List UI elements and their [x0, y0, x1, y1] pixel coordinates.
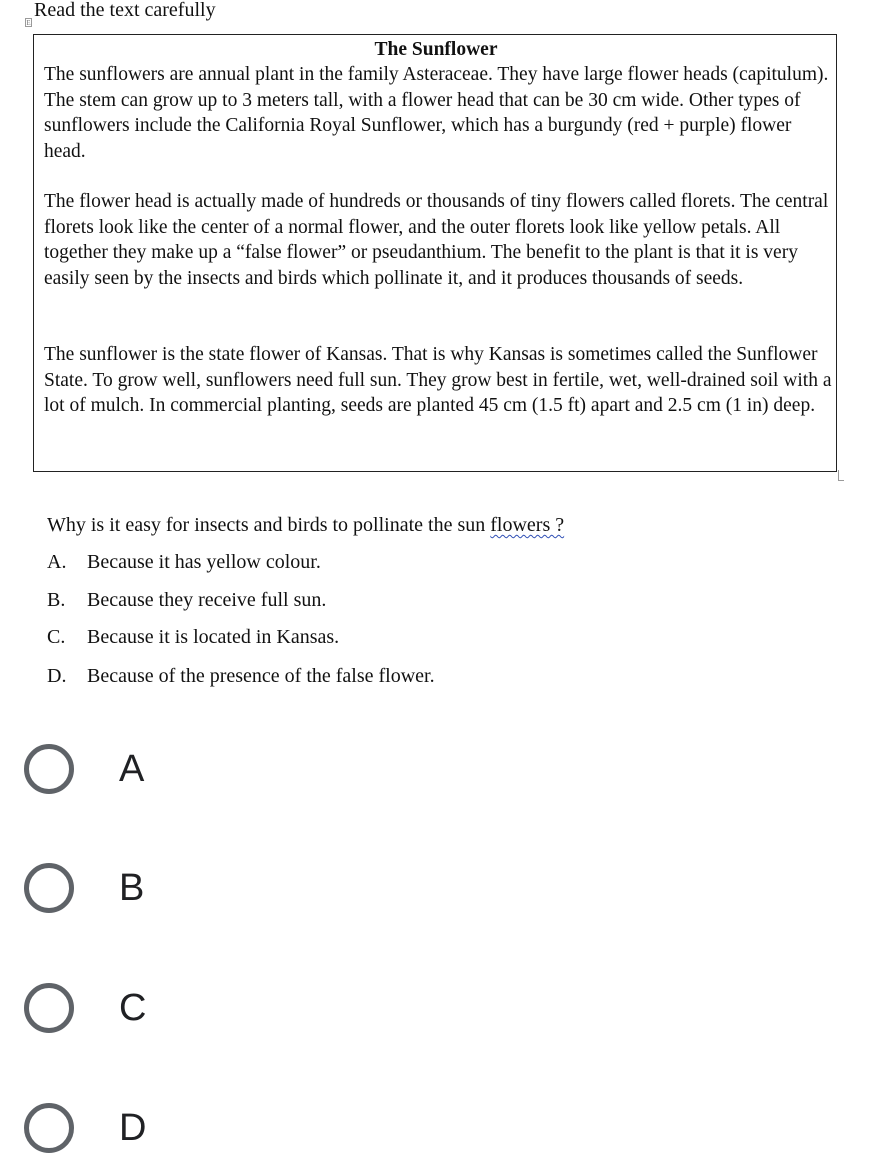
anchor-icon: E [26, 19, 31, 27]
radio-button-a[interactable] [24, 744, 74, 794]
option-a [47, 549, 321, 575]
answer-choice-a[interactable] [24, 737, 144, 801]
option-text: Because it has yellow colour. [87, 551, 321, 573]
option-letter: C. [47, 626, 66, 648]
question-main: Why is it easy for insects and birds to pollinate the sun [47, 514, 491, 536]
resize-handle-icon [838, 470, 844, 481]
answer-choice-b[interactable] [24, 856, 144, 920]
option-c [47, 624, 339, 650]
option-b [47, 587, 326, 613]
passage-paragraph-3: The sunflower is the state flower of Kansas. That is why Kansas is sometimes called the Sunflower State. To grow well, sunflowers need full sun. They grow best in fertile, wet, well-drained soil with a lot of mulch. In commercial planting, seeds are planted 45 cm (1.5 ft) apart and 2.5 cm (1 in) deep. [44, 344, 832, 416]
passage-title: The Sunflower [374, 39, 498, 60]
answer-choice-c[interactable] [24, 976, 146, 1040]
passage-paragraph-1: The sunflowers are annual plant in the family Asteraceae. They have large flower heads (capitulum). The stem can grow up to 3 meters tall, with a flower head that can be 30 cm wide. Other types of sunflowers include the California Royal Sunflower, which has a burgundy (red + purple) flower head. [44, 64, 829, 162]
option-text: Because they receive full sun. [87, 589, 327, 611]
answer-choice-label[interactable]: B [119, 866, 145, 909]
instruction-text: Read the text carefully [34, 0, 216, 21]
radio-button-d[interactable] [24, 1103, 74, 1153]
question-text [47, 512, 564, 538]
option-d [47, 663, 435, 689]
passage-paragraph-2: The flower head is actually made of hundreds or thousands of tiny flowers called florets. The central florets look like the center of a normal flower, and the outer florets look like yellow petals. All together they make up a “false flower” or pseudanthium. The benefit to the plant is that it is very easily seen by the insects and birds which pollinate it, and it produces thousands of seeds. [44, 191, 829, 289]
radio-button-c[interactable] [24, 983, 74, 1033]
answer-choice-label[interactable]: D [119, 1106, 147, 1149]
passage-box [33, 34, 837, 472]
option-text: Because it is located in Kansas. [87, 626, 340, 648]
radio-button-b[interactable] [24, 863, 74, 913]
question-flagged-word: flowers ? [490, 514, 565, 536]
option-text: Because of the presence of the false flower. [87, 665, 435, 687]
answer-choice-label[interactable]: A [119, 747, 145, 790]
option-letter: D. [47, 665, 67, 687]
option-letter: A. [47, 551, 67, 573]
answer-choice-d[interactable] [24, 1096, 146, 1160]
option-letter: B. [47, 589, 66, 611]
answer-choice-label[interactable]: C [119, 986, 147, 1029]
